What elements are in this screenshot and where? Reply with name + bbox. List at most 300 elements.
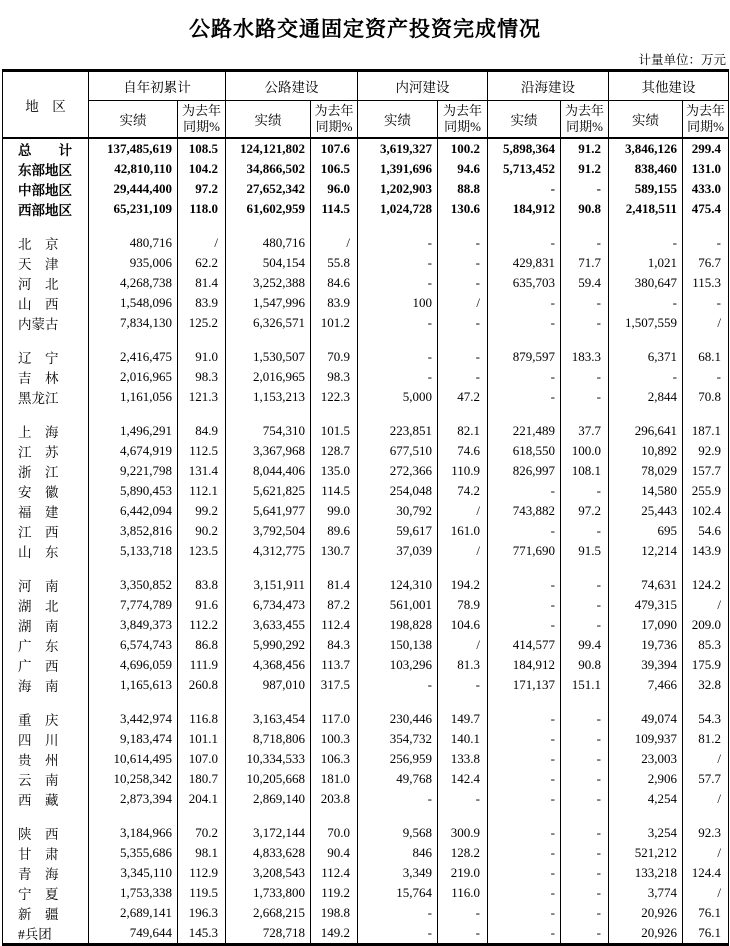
value-cell: 15,764 [358,883,438,903]
value-cell: 1,024,728 [358,199,438,219]
value-cell: 3,254 [609,823,683,843]
pct-cell: 119.5 [178,883,226,903]
value-cell: 677,510 [358,441,438,461]
value-cell: 184,912 [488,199,561,219]
value-cell: - [488,595,561,615]
value-cell: 10,205,668 [226,769,311,789]
value-cell: 2,906 [609,769,683,789]
value-cell: 838,460 [609,159,683,179]
value-cell: 3,846,126 [609,138,683,159]
region-name: 海 南 [3,675,89,695]
spacer-cell [609,333,683,347]
pct-cell: 91.2 [561,159,609,179]
table-row [3,615,729,635]
pct-cell: 125.2 [178,313,226,333]
pct-cell: 181.0 [311,769,358,789]
pct-cell: 84.6 [311,273,358,293]
pct-cell: 91.6 [178,595,226,615]
value-cell: 5,355,686 [89,843,178,863]
value-cell: 6,326,571 [226,313,311,333]
value-cell: 4,312,775 [226,541,311,561]
pct-cell: 70.0 [311,823,358,843]
pct-cell: 83.8 [178,575,226,595]
value-cell: 3,163,454 [226,709,311,729]
spacer-cell [438,561,488,575]
value-cell: 20,926 [609,923,683,945]
pct-cell: 90.2 [178,521,226,541]
table-row [3,655,729,675]
value-cell: 429,831 [488,253,561,273]
value-cell: - [488,789,561,809]
value-cell: - [488,615,561,635]
pct-cell: 108.5 [178,138,226,159]
spacer-cell [683,561,729,575]
pct-cell: 99.0 [311,501,358,521]
region-name: 广 东 [3,635,89,655]
table-row [3,461,729,481]
spacer-cell [89,219,178,233]
region-name: 河 北 [3,273,89,293]
pct-cell: 124.4 [683,863,729,883]
pct-cell: 37.7 [561,421,609,441]
spacer-cell [311,333,358,347]
pct-cell: 255.9 [683,481,729,501]
pct-cell: - [561,863,609,883]
value-cell: 124,121,802 [226,138,311,159]
pct-cell: 54.6 [683,521,729,541]
spacer-cell [178,407,226,421]
value-cell: 150,138 [358,635,438,655]
pct-cell: 123.5 [178,541,226,561]
pct-cell: 78.9 [438,595,488,615]
pct-cell: 175.9 [683,655,729,675]
pct-cell: / [438,293,488,313]
value-cell: 49,768 [358,769,438,789]
pct-cell: 74.2 [438,481,488,501]
value-cell: - [358,367,438,387]
value-cell: 1,548,096 [89,293,178,313]
region-name: 湖 北 [3,595,89,615]
value-cell: 3,367,968 [226,441,311,461]
spacer-cell [438,333,488,347]
value-cell: 5,621,825 [226,481,311,501]
spacer-cell [89,695,178,709]
region-name: 甘 肃 [3,843,89,863]
pct-cell: - [683,367,729,387]
value-cell: - [488,843,561,863]
table-row [3,675,729,695]
region-name: 辽 宁 [3,347,89,367]
spacer-cell [683,695,729,709]
region-name: 四 川 [3,729,89,749]
value-cell: - [488,387,561,407]
region-name: 江 西 [3,521,89,541]
region-name: 宁 夏 [3,883,89,903]
table-body [3,138,729,945]
table-row [3,273,729,293]
region-name: 东部地区 [3,159,89,179]
page-title: 公路水路交通固定资产投资完成情况 [189,17,541,41]
region-name: 江 苏 [3,441,89,461]
table-row [3,199,729,219]
value-cell: - [488,709,561,729]
table-row [3,541,729,561]
table-row [3,635,729,655]
value-cell: - [488,883,561,903]
region-name: 贵 州 [3,749,89,769]
value-cell: 3,151,911 [226,575,311,595]
spacer-cell [358,809,438,823]
value-cell: - [488,749,561,769]
value-cell: 3,349 [358,863,438,883]
spacer-cell [438,809,488,823]
table-row [3,481,729,501]
pct-cell: 118.0 [178,199,226,219]
table-row [3,863,729,883]
actual-subheader: 实绩 [89,101,178,139]
value-cell: - [358,253,438,273]
pct-cell: - [438,273,488,293]
value-cell: 4,833,628 [226,843,311,863]
pct-cell: 91.0 [178,347,226,367]
value-cell: 5,133,718 [89,541,178,561]
region-name: 山 西 [3,293,89,313]
spacer-cell [561,219,609,233]
value-cell: - [358,789,438,809]
pct-cell: 128.2 [438,843,488,863]
value-cell: 3,633,455 [226,615,311,635]
region-name: 浙 江 [3,461,89,481]
value-cell: 27,652,342 [226,179,311,199]
pct-cell: 100.0 [561,441,609,461]
pct-cell: - [561,595,609,615]
spacer-cell [311,219,358,233]
value-cell: - [609,367,683,387]
value-cell: 296,641 [609,421,683,441]
pct-cell: 106.3 [311,749,358,769]
spacer-cell [226,333,311,347]
pct-cell: - [561,709,609,729]
spacer-cell [488,407,561,421]
spacer-cell [609,561,683,575]
table-row [3,843,729,863]
pct-cell: 54.3 [683,709,729,729]
value-cell: 3,774 [609,883,683,903]
pct-cell: 131.0 [683,159,729,179]
value-cell: 6,734,473 [226,595,311,615]
value-cell: 78,029 [609,461,683,481]
value-cell: 2,689,141 [89,903,178,923]
value-cell: 3,252,388 [226,273,311,293]
pct-cell: 121.3 [178,387,226,407]
region-name: 青 海 [3,863,89,883]
spacer-cell [3,219,89,233]
table-row [3,883,729,903]
value-cell: - [488,575,561,595]
spacer-row [3,407,729,421]
pct-cell: 151.1 [561,675,609,695]
value-cell: 2,668,215 [226,903,311,923]
pct-cell: 112.4 [311,863,358,883]
pct-cell: - [438,347,488,367]
pct-cell: 133.8 [438,749,488,769]
group-header: 内河建设 [358,71,488,101]
value-cell: - [488,293,561,313]
pct-cell: 107.6 [311,138,358,159]
value-cell: 935,006 [89,253,178,273]
pct-cell: 99.2 [178,501,226,521]
value-cell: 4,268,738 [89,273,178,293]
spacer-cell [3,333,89,347]
value-cell: - [488,233,561,253]
pct-cell: 90.4 [311,843,358,863]
value-cell: 695 [609,521,683,541]
pct-cell: 183.3 [561,347,609,367]
pct-cell: 81.2 [683,729,729,749]
table-row [3,387,729,407]
pct-cell: 119.2 [311,883,358,903]
pct-cell: 92.9 [683,441,729,461]
value-cell: 743,882 [488,501,561,521]
spacer-cell [89,333,178,347]
value-cell: 4,696,059 [89,655,178,675]
group-header: 沿海建设 [488,71,609,101]
pct-cell: - [561,575,609,595]
value-cell: 9,183,474 [89,729,178,749]
region-name: 山 东 [3,541,89,561]
value-cell: 2,873,394 [89,789,178,809]
pct-cell: 87.2 [311,595,358,615]
value-cell: 846 [358,843,438,863]
spacer-cell [358,695,438,709]
value-cell: 3,852,816 [89,521,178,541]
spacer-cell [178,561,226,575]
value-cell: 19,736 [609,635,683,655]
pct-cell: 112.9 [178,863,226,883]
yoy-subheader: 为去年同期% [561,101,609,139]
pct-cell: 115.3 [683,273,729,293]
value-cell: - [488,481,561,501]
value-cell: 1,507,559 [609,313,683,333]
pct-cell: 161.0 [438,521,488,541]
pct-cell: 157.7 [683,461,729,481]
pct-cell: / [683,749,729,769]
pct-cell: 112.5 [178,441,226,461]
pct-cell: 70.8 [683,387,729,407]
value-cell: 6,442,094 [89,501,178,521]
pct-cell: - [561,233,609,253]
spacer-cell [311,695,358,709]
region-column-header: 地 区 [3,71,89,139]
value-cell: 103,296 [358,655,438,675]
pct-cell: 124.2 [683,575,729,595]
region-name: 北 京 [3,233,89,253]
pct-cell: 112.2 [178,615,226,635]
pct-cell: - [561,387,609,407]
value-cell: 133,218 [609,863,683,883]
pct-cell: - [561,823,609,843]
value-cell: 479,315 [609,595,683,615]
value-cell: 6,371 [609,347,683,367]
pct-cell: - [561,313,609,333]
pct-cell: 70.9 [311,347,358,367]
pct-cell: 89.6 [311,521,358,541]
pct-cell: - [561,367,609,387]
pct-cell: - [561,769,609,789]
pct-cell: 140.1 [438,729,488,749]
table-row [3,903,729,923]
value-cell: 414,577 [488,635,561,655]
value-cell: 5,713,452 [488,159,561,179]
spacer-cell [561,809,609,823]
pct-cell: 475.4 [683,199,729,219]
pct-cell: 71.7 [561,253,609,273]
pct-cell: 130.6 [438,199,488,219]
spacer-cell [226,561,311,575]
value-cell: 879,597 [488,347,561,367]
value-cell: - [488,863,561,883]
value-cell: 9,221,798 [89,461,178,481]
spacer-row [3,333,729,347]
spacer-cell [561,561,609,575]
pct-cell: 102.4 [683,501,729,521]
pct-cell: 135.0 [311,461,358,481]
value-cell: - [358,313,438,333]
pct-cell: 112.4 [311,615,358,635]
pct-cell: - [561,179,609,199]
pct-cell: 112.1 [178,481,226,501]
spacer-cell [178,809,226,823]
spacer-cell [226,219,311,233]
table-row [3,367,729,387]
pct-cell: 62.2 [178,253,226,273]
pct-cell: 113.7 [311,655,358,675]
value-cell: 34,866,502 [226,159,311,179]
table-row [3,789,729,809]
value-cell: 14,580 [609,481,683,501]
pct-cell: 86.8 [178,635,226,655]
table-row [3,179,729,199]
pct-cell: - [438,367,488,387]
value-cell: 74,631 [609,575,683,595]
value-cell: 10,334,533 [226,749,311,769]
actual-subheader: 实绩 [488,101,561,139]
pct-cell: 116.0 [438,883,488,903]
pct-cell: 110.9 [438,461,488,481]
value-cell: - [358,347,438,367]
pct-cell: 98.1 [178,843,226,863]
value-cell: 480,716 [89,233,178,253]
pct-cell: 117.0 [311,709,358,729]
spacer-cell [609,695,683,709]
region-name: 广 西 [3,655,89,675]
pct-cell: - [438,923,488,945]
value-cell: 1,733,800 [226,883,311,903]
pct-cell: - [561,883,609,903]
pct-cell: 81.4 [178,273,226,293]
table-row [3,253,729,273]
pct-cell: 91.5 [561,541,609,561]
actual-subheader: 实绩 [609,101,683,139]
value-cell: 49,074 [609,709,683,729]
pct-cell: 114.5 [311,481,358,501]
pct-cell: - [561,789,609,809]
value-cell: 3,345,110 [89,863,178,883]
pct-cell: 145.3 [178,923,226,945]
spacer-row [3,561,729,575]
value-cell: 256,959 [358,749,438,769]
spacer-cell [561,695,609,709]
yoy-subheader: 为去年同期% [683,101,729,139]
pct-cell: 130.7 [311,541,358,561]
pct-cell: 122.3 [311,387,358,407]
pct-cell: - [561,481,609,501]
value-cell: 10,258,342 [89,769,178,789]
pct-cell: 99.4 [561,635,609,655]
value-cell: 3,350,852 [89,575,178,595]
investment-table [2,69,729,946]
pct-cell: 92.3 [683,823,729,843]
table-row [3,575,729,595]
value-cell: 6,574,743 [89,635,178,655]
spacer-cell [89,809,178,823]
spacer-cell [683,333,729,347]
region-name: 新 疆 [3,903,89,923]
pct-cell: 82.1 [438,421,488,441]
region-name: 黑龙江 [3,387,89,407]
table-row [3,729,729,749]
value-cell: 42,810,110 [89,159,178,179]
value-cell: - [358,273,438,293]
value-cell: 1,153,213 [226,387,311,407]
pct-cell: 83.9 [311,293,358,313]
pct-cell: 143.9 [683,541,729,561]
pct-cell: - [561,923,609,945]
pct-cell: 149.2 [311,923,358,945]
pct-cell: 90.8 [561,199,609,219]
pct-cell: 47.2 [438,387,488,407]
value-cell: 8,044,406 [226,461,311,481]
spacer-cell [561,407,609,421]
value-cell: 7,466 [609,675,683,695]
spacer-cell [358,561,438,575]
table-row [3,823,729,843]
pct-cell: 142.4 [438,769,488,789]
value-cell: 7,834,130 [89,313,178,333]
value-cell: 618,550 [488,441,561,461]
pct-cell: 81.4 [311,575,358,595]
pct-cell: / [178,233,226,253]
pct-cell: 70.2 [178,823,226,843]
value-cell: 1,391,696 [358,159,438,179]
region-name: 上 海 [3,421,89,441]
value-cell: 3,208,543 [226,863,311,883]
value-cell: 39,394 [609,655,683,675]
value-cell: 7,774,789 [89,595,178,615]
value-cell: 1,753,338 [89,883,178,903]
spacer-cell [488,809,561,823]
table-row [3,521,729,541]
pct-cell: 100.3 [311,729,358,749]
value-cell: 635,703 [488,273,561,293]
spacer-row [3,695,729,709]
table-row [3,709,729,729]
pct-cell: 88.8 [438,179,488,199]
value-cell: 65,231,109 [89,199,178,219]
value-cell: 987,010 [226,675,311,695]
table-row [3,313,729,333]
spacer-cell [609,809,683,823]
